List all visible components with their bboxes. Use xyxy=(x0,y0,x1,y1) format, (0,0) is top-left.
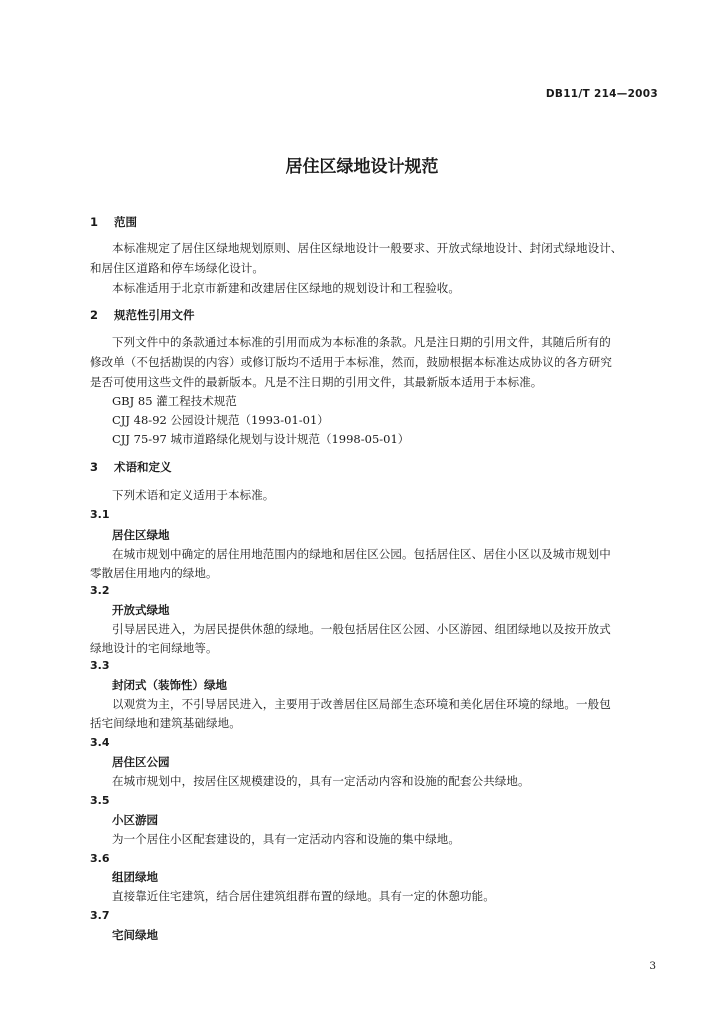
paragraph-line: 下列文件中的条款通过本标准的引用而成为本标准的条款。凡是注日期的引用文件，其随后所有的 xyxy=(112,335,611,349)
section-number: 2 xyxy=(90,308,99,322)
section-title: 规范性引用文件 xyxy=(114,308,195,322)
paragraph-line: 修改单（不包括勘误的内容）或修订版均不适用于本标准，然而，鼓励根据本标准达成协议的各方研究 xyxy=(90,355,612,369)
paragraph-line: 为一个居住小区配套建设的，具有一定活动内容和设施的集中绿地。 xyxy=(112,832,460,846)
term-title: 小区游园 xyxy=(112,813,158,827)
term-number: 3.1 xyxy=(90,508,110,521)
term-number: 3.2 xyxy=(90,584,110,597)
term-number: 3.3 xyxy=(90,659,110,672)
reference-item: CJJ 75-97 城市道路绿化规划与设计规范（1998-05-01） xyxy=(112,432,410,446)
paragraph-line: 直接靠近住宅建筑，结合居住建筑组群布置的绿地。具有一定的休憩功能。 xyxy=(112,889,495,903)
paragraph-line: 绿地设计的宅间绿地等。 xyxy=(90,641,218,655)
paragraph-line: 下列术语和定义适用于本标准。 xyxy=(112,488,275,502)
paragraph-line: 在城市规划中，按居住区规模建设的，具有一定活动内容和设施的配套公共绿地。 xyxy=(112,774,530,788)
section-heading-1 xyxy=(90,214,137,230)
term-title: 居住区绿地 xyxy=(112,528,170,542)
paragraph-line: 和居住区道路和停车场绿化设计。 xyxy=(90,261,264,275)
paragraph-line: 括宅间绿地和建筑基础绿地。 xyxy=(90,716,241,730)
term-title: 封闭式（装饰性）绿地 xyxy=(112,678,227,692)
document-title: 居住区绿地设计规范 xyxy=(285,157,439,177)
section-title: 术语和定义 xyxy=(114,460,172,474)
paragraph-line: 在城市规划中确定的居住用地范围内的绿地和居住区公园。包括居住区、居住小区以及城市规划中 xyxy=(112,547,611,561)
paragraph-line: 本标准适用于北京市新建和改建居住区绿地的规划设计和工程验收。 xyxy=(112,281,460,295)
term-title: 开放式绿地 xyxy=(112,603,170,617)
paragraph-line: 是否可使用这些文件的最新版本。凡是不注日期的引用文件，其最新版本适用于本标准。 xyxy=(90,375,543,389)
paragraph-line: 零散居住用地内的绿地。 xyxy=(90,566,218,580)
term-number: 3.4 xyxy=(90,736,110,749)
section-heading-3 xyxy=(90,459,172,475)
section-number: 3 xyxy=(90,460,99,474)
term-title: 宅间绿地 xyxy=(112,928,158,942)
term-number: 3.6 xyxy=(90,852,110,865)
reference-item: CJJ 48-92 公园设计规范（1993-01-01） xyxy=(112,413,329,427)
reference-item: GBJ 85 灌工程技术规范 xyxy=(112,394,237,408)
section-title: 范围 xyxy=(114,215,137,229)
section-number: 1 xyxy=(90,215,99,229)
term-number: 3.5 xyxy=(90,794,110,807)
paragraph-line: 本标准规定了居住区绿地规划原则、居住区绿地设计一般要求、开放式绿地设计、封闭式绿地设计、 xyxy=(112,241,623,255)
standard-code: DB11/T 214—2003 xyxy=(545,88,658,100)
term-title: 组团绿地 xyxy=(112,870,158,884)
term-number: 3.7 xyxy=(90,909,110,922)
section-heading-2 xyxy=(90,307,195,323)
page-number: 3 xyxy=(649,960,656,972)
paragraph-line: 引导居民进入，为居民提供休憩的绿地。一般包括居住区公园、小区游园、组团绿地以及按开放式 xyxy=(112,622,611,636)
term-title: 居住区公园 xyxy=(112,755,170,769)
paragraph-line: 以观赏为主，不引导居民进入，主要用于改善居住区局部生态环境和美化居住环境的绿地。一般包 xyxy=(112,697,611,711)
